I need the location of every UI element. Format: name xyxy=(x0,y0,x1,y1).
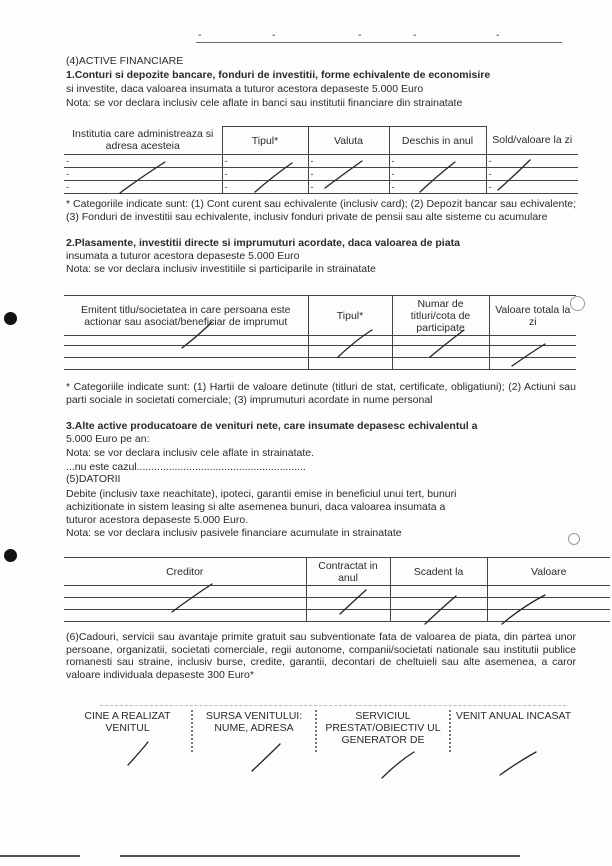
column-header: Valuta xyxy=(308,127,389,155)
note-text: Nota: se vor declara inclusiv cele aflate in strainatate. xyxy=(66,447,315,459)
section-heading: (4)ACTIVE FINANCIARE xyxy=(66,55,184,67)
section-heading: (5)DATORII xyxy=(66,473,121,485)
note-text: Nota: se vor declara inclusiv pasivele financiare acumulate in strainatate xyxy=(66,527,402,539)
column-header: Valoare totala la zi xyxy=(489,296,576,336)
column-header: VENIT ANUAL INCASAT xyxy=(455,710,572,722)
table-cell xyxy=(306,586,390,598)
column-header: Creditor xyxy=(64,558,306,586)
table-cell xyxy=(64,346,308,358)
item-text: 1.Conturi si depozite bancare, fonduri de investitii, forme echivalente de economisire xyxy=(66,69,491,81)
table-cell xyxy=(64,358,308,370)
table-cell: - xyxy=(486,181,578,194)
table-cell: - xyxy=(308,168,389,181)
punch-hole-right-bottom xyxy=(568,533,580,545)
column-header: Scadent la xyxy=(390,558,487,586)
table-cell xyxy=(487,598,610,610)
table-cell xyxy=(392,346,489,358)
table-cell: - xyxy=(64,155,222,168)
column-header: Emitent titlu/societatea in care persoana este actionar sau asociat/beneficiar de imprumut xyxy=(64,296,308,336)
gifts-table xyxy=(64,710,576,752)
item-text: si investite, daca valoarea insumata a tuturor acestora depaseste 5.000 Euro xyxy=(66,83,424,95)
column-header: Deschis in anul xyxy=(389,127,486,155)
table-cell: - xyxy=(486,168,578,181)
table-cell xyxy=(489,336,576,346)
column-header: CINE A REALIZAT VENITUL xyxy=(64,710,192,752)
section-text: Debite (inclusiv taxe neachitate), ipoteci, garantii emise in beneficiul unui tert, bunuri xyxy=(66,488,457,500)
footnote: * Categoriile indicate sunt: (1) Hartii de valoare detinute (titluri de stat, certificate, obligatiuni); (2) Actiuni sau parti sociale in societati comerciale; (3) imprumuturi acordate in nume personal xyxy=(66,381,576,406)
table-cell xyxy=(390,598,487,610)
column-header: Institutia care administreaza si adresa acesteia xyxy=(64,127,222,155)
divider xyxy=(196,42,562,43)
table-cell xyxy=(308,336,392,346)
dash-cell: - xyxy=(272,29,276,41)
table-cell xyxy=(306,610,390,622)
column-header: Tipul* xyxy=(308,296,392,336)
column-header: Contractat in anul xyxy=(306,558,390,586)
footnote: * Categoriile indicate sunt: (1) Cont curent sau echivalente (inclusiv card); (2) Depozit bancar sau echivalente; (3) Fonduri de investitii sau echivalente, inclusiv fonduri private de pensii sau alte sisteme cu acumulare xyxy=(66,198,576,223)
table-cell xyxy=(489,346,576,358)
punch-hole-top xyxy=(4,312,17,325)
previous-table-fragment xyxy=(0,29,612,41)
column-header: Sold/valoare la zi xyxy=(486,127,578,155)
section-text: tuturor acestora depaseste 5.000 Euro. xyxy=(66,514,249,526)
punch-hole-bottom xyxy=(4,549,17,562)
handwritten-answer: ...nu este cazul.......................................................... xyxy=(66,461,306,473)
table-cell: - xyxy=(222,168,308,181)
table-cell xyxy=(308,358,392,370)
table-cell: - xyxy=(308,181,389,194)
section-text: (6)Cadouri, servicii sau avantaje primite gratuit sau subventionate fata de valoarea de piata, din partea unor persoane, organizatii, societati comerciale, regii autonome, companii/societati nationale sau institutii publice romanesti sau straine, inclusiv burse, credite, garantii, decontari de cheltuieli sau alte asemenea, a caror valoare individuala depaseste 300 Euro* xyxy=(66,631,576,681)
investments-table xyxy=(64,295,576,370)
item-text: insumata a tuturor acestora depaseste 5.000 Euro xyxy=(66,250,300,262)
table-cell xyxy=(390,586,487,598)
table-cell: - xyxy=(486,155,578,168)
item-text: 2.Plasamente, investitii directe si imprumuturi acordate, daca valoarea de piata xyxy=(66,237,460,249)
debts-table xyxy=(64,557,610,622)
table-cell xyxy=(487,610,610,622)
column-header: Numar de titluri/cota de participate xyxy=(392,296,489,336)
table-cell xyxy=(487,586,610,598)
table-cell xyxy=(64,336,308,346)
column-header: Valoare xyxy=(487,558,610,586)
column-header: Tipul* xyxy=(222,127,308,155)
table-cell: - xyxy=(222,155,308,168)
column-header: SURSA VENITULUI: NUME, ADRESA xyxy=(192,710,316,752)
table-cell: - xyxy=(389,181,486,194)
divider xyxy=(100,705,566,706)
dash-cell: - xyxy=(198,29,202,41)
table-cell: - xyxy=(64,168,222,181)
note-text: Nota: se vor declara inclusiv cele aflate in banci sau institutii financiare din strainatate xyxy=(66,97,463,109)
table-cell xyxy=(392,358,489,370)
table-cell: - xyxy=(308,155,389,168)
table-cell: - xyxy=(222,181,308,194)
table-cell xyxy=(392,336,489,346)
table-cell xyxy=(64,598,306,610)
column-header: SERVICIUL PRESTAT/OBIECTIV UL GENERATOR DE xyxy=(316,710,450,752)
table-cell xyxy=(306,598,390,610)
table-cell xyxy=(390,610,487,622)
bank-accounts-table xyxy=(64,126,578,194)
item-text: 5.000 Euro pe an: xyxy=(66,433,150,445)
table-cell xyxy=(308,346,392,358)
dash-cell: - xyxy=(413,29,417,41)
table-cell xyxy=(64,586,306,598)
table-cell xyxy=(489,358,576,370)
section-text: achizitionate in sistem leasing si alte asemenea bunuri, daca valoarea insumata a xyxy=(66,501,446,513)
item-text: 3.Alte active producatoare de venituri nete, care insumate depasesc echivalentul a xyxy=(66,420,478,432)
note-text: Nota: se vor declara inclusiv investitiile si participarile in strainatate xyxy=(66,263,376,275)
dash-cell: - xyxy=(358,29,362,41)
table-cell: - xyxy=(64,181,222,194)
table-cell: - xyxy=(389,168,486,181)
dash-cell: - xyxy=(496,29,500,41)
table-cell: - xyxy=(389,155,486,168)
table-cell xyxy=(64,610,306,622)
